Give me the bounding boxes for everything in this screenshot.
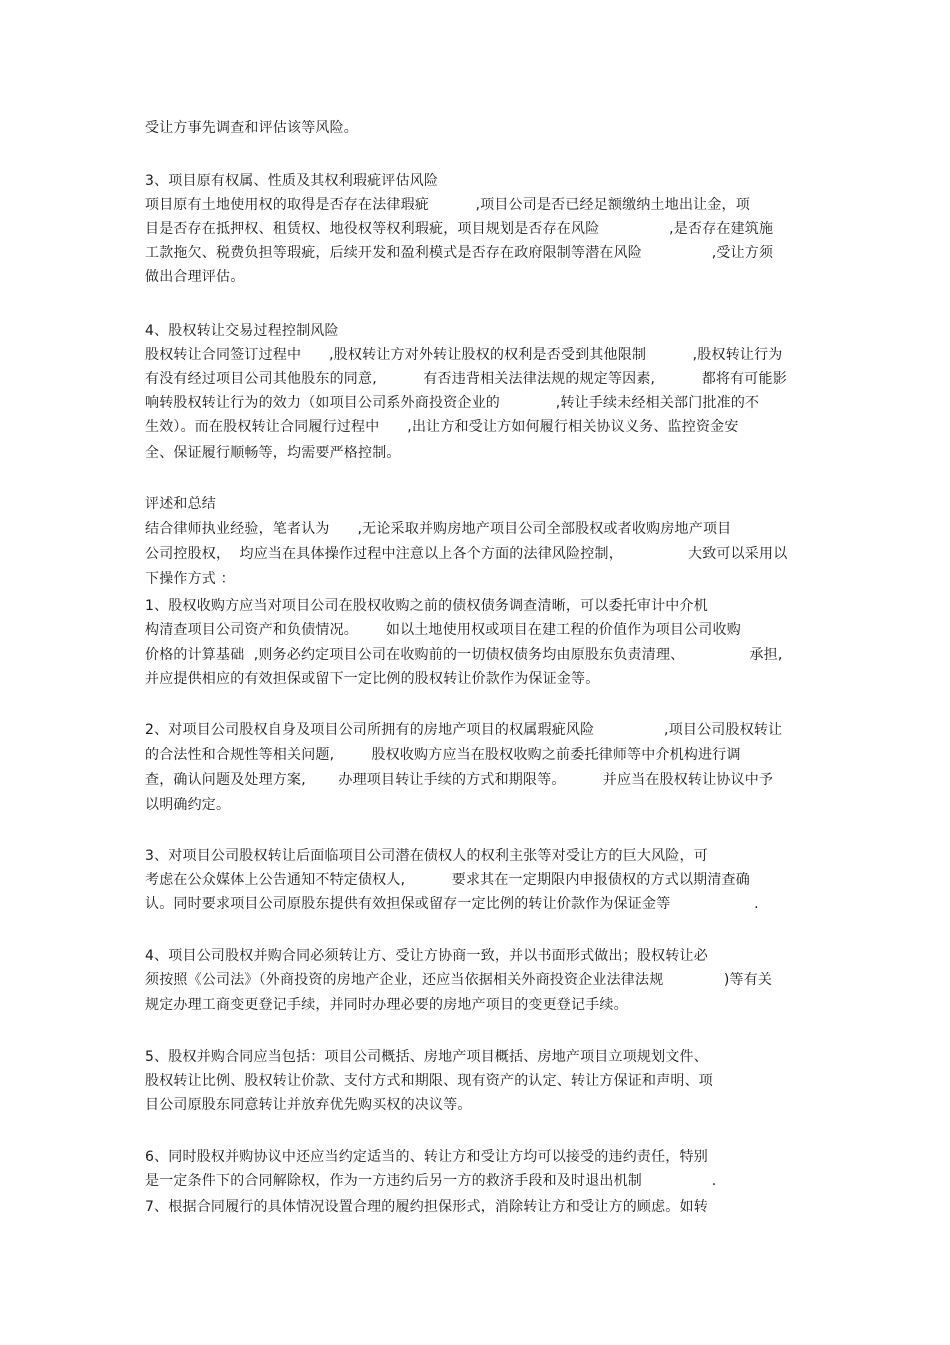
text-line: 并应提供相应的有效担保或留下一定比例的股权转让价款作为保证金等。 <box>145 671 600 687</box>
text-line: 受让方事先调查和评估该等风险。 <box>145 120 358 136</box>
text-line: 结合律师执业经验，笔者认为 ,无论采取并购房地产项目公司全部股权或者收购房地产项目 <box>145 521 732 537</box>
text-line: 响转股权转让行为的效力（如项目公司系外商投资企业的 ,转让手续未经相关部门批准的不 <box>145 395 760 411</box>
text-line: 工款拖欠、税费负担等瑕疵，后续开发和盈利模式是否存在政府限制等潜在风险 ,受让方须 <box>145 245 774 261</box>
text-line: 有没有经过项目公司其他股东的同意, 有否违背相关法律法规的规定等因素, 都将有可能影 <box>145 371 787 387</box>
section-heading: 4、股权转让交易过程控制风险 <box>145 323 339 339</box>
text-line: 股权转让比例、股权转让价款、支付方式和期限、现有资产的认定、转让方保证和声明、项 <box>145 1073 713 1089</box>
text-line: 须按照《公司法》（外商投资的房地产企业，还应当依据相关外商投资企业法律法规 )等有关 <box>145 972 773 988</box>
text-line: 做出合理评估。 <box>145 269 245 285</box>
text-line: 的合法性和合规性等相关问题, 股权收购方应当在股权收购之前委托律师等中介机构进行调 <box>145 747 741 763</box>
text-line: 全、保证履行顺畅等，均需要严格控制。 <box>145 445 401 461</box>
text-line: 公司控股权， 均应当在具体操作过程中注意以上各个方面的法律风险控制， 大致可以采用以 <box>145 546 788 562</box>
text-line: 考虑在公众媒体上公告通知不特定债权人, 要求其在一定期限内申报债权的方式以期清查确 <box>145 872 750 888</box>
text-line: 下操作方式 ： <box>145 571 235 587</box>
text-line: 6、同时股权并购协议中还应当约定适当的、转让方和受让方均可以接受的违约责任，特别 <box>145 1149 708 1165</box>
text-line: 构清查项目公司资产和负债情况。 如以土地使用权或项目在建工程的价值作为项目公司收购 <box>145 622 741 638</box>
text-line: 4、项目公司股权并购合同必须转让方、受让方协商一致，并以书面形式做出；股权转让必 <box>145 948 708 964</box>
section-heading: 评述和总结 <box>145 496 216 512</box>
text-line: 规定办理工商变更登记手续，并同时办理必要的房地产项目的变更登记手续。 <box>145 997 628 1013</box>
section-heading: 3、项目原有权属、性质及其权利瑕疵评估风险 <box>145 173 439 189</box>
text-line: 生效）。而在股权转让合同履行过程中 ,出让方和受让方如何履行相关协议义务、监控资金安 <box>145 419 739 435</box>
text-line: 7、根据合同履行的具体情况设置合理的履约担保形式，消除转让方和受让方的顾虑。如转 <box>145 1199 708 1215</box>
text-line: 认。同时要求项目公司原股东提供有效担保或留存一定比例的转让价款作为保证金等 . <box>145 896 759 912</box>
text-line: 是一定条件下的合同解除权，作为一方违约后另一方的救济手段和及时退出机制 . <box>145 1173 717 1189</box>
text-line: 查，确认问题及处理方案, 办理项目转让手续的方式和期限等。 并应当在股权转让协议中予 <box>145 772 774 788</box>
text-line: 目是否存在抵押权、租赁权、地役权等权利瑕疵，项目规划是否存在风险 ,是否存在建筑施 <box>145 221 774 237</box>
text-line: 5、股权并购合同应当包括：项目公司概括、房地产项目概括、房地产项目立项规划文件、 <box>145 1049 708 1065</box>
text-line: 目公司原股东同意转让并放弃优先购买权的决议等。 <box>145 1097 472 1113</box>
text-line: 以明确约定。 <box>145 797 231 813</box>
text-line: 1、股权收购方应当对项目公司在股权收购之前的债权债务调查清晰，可以委托审计中介机 <box>145 598 708 614</box>
text-line: 2、对项目公司股权自身及项目公司所拥有的房地产项目的权属瑕疵风险 ,项目公司股权转让 <box>145 722 783 738</box>
text-line: 价格的计算基础 ,则务必约定项目公司在收购前的一切债权债务均由原股东负责清理、 承担, <box>145 647 783 663</box>
text-line: 股权转让合同签订过程中 ,股权转让方对外转让股权的权利是否受到其他限制 ,股权转让行为 <box>145 347 783 363</box>
text-line: 项目原有土地使用权的取得是否存在法律瑕疵 ,项目公司是否已经足额缴纳土地出让金，项 <box>145 197 750 213</box>
text-line: 3、对项目公司股权转让后面临项目公司潜在债权人的权利主张等对受让方的巨大风险，可 <box>145 848 708 864</box>
